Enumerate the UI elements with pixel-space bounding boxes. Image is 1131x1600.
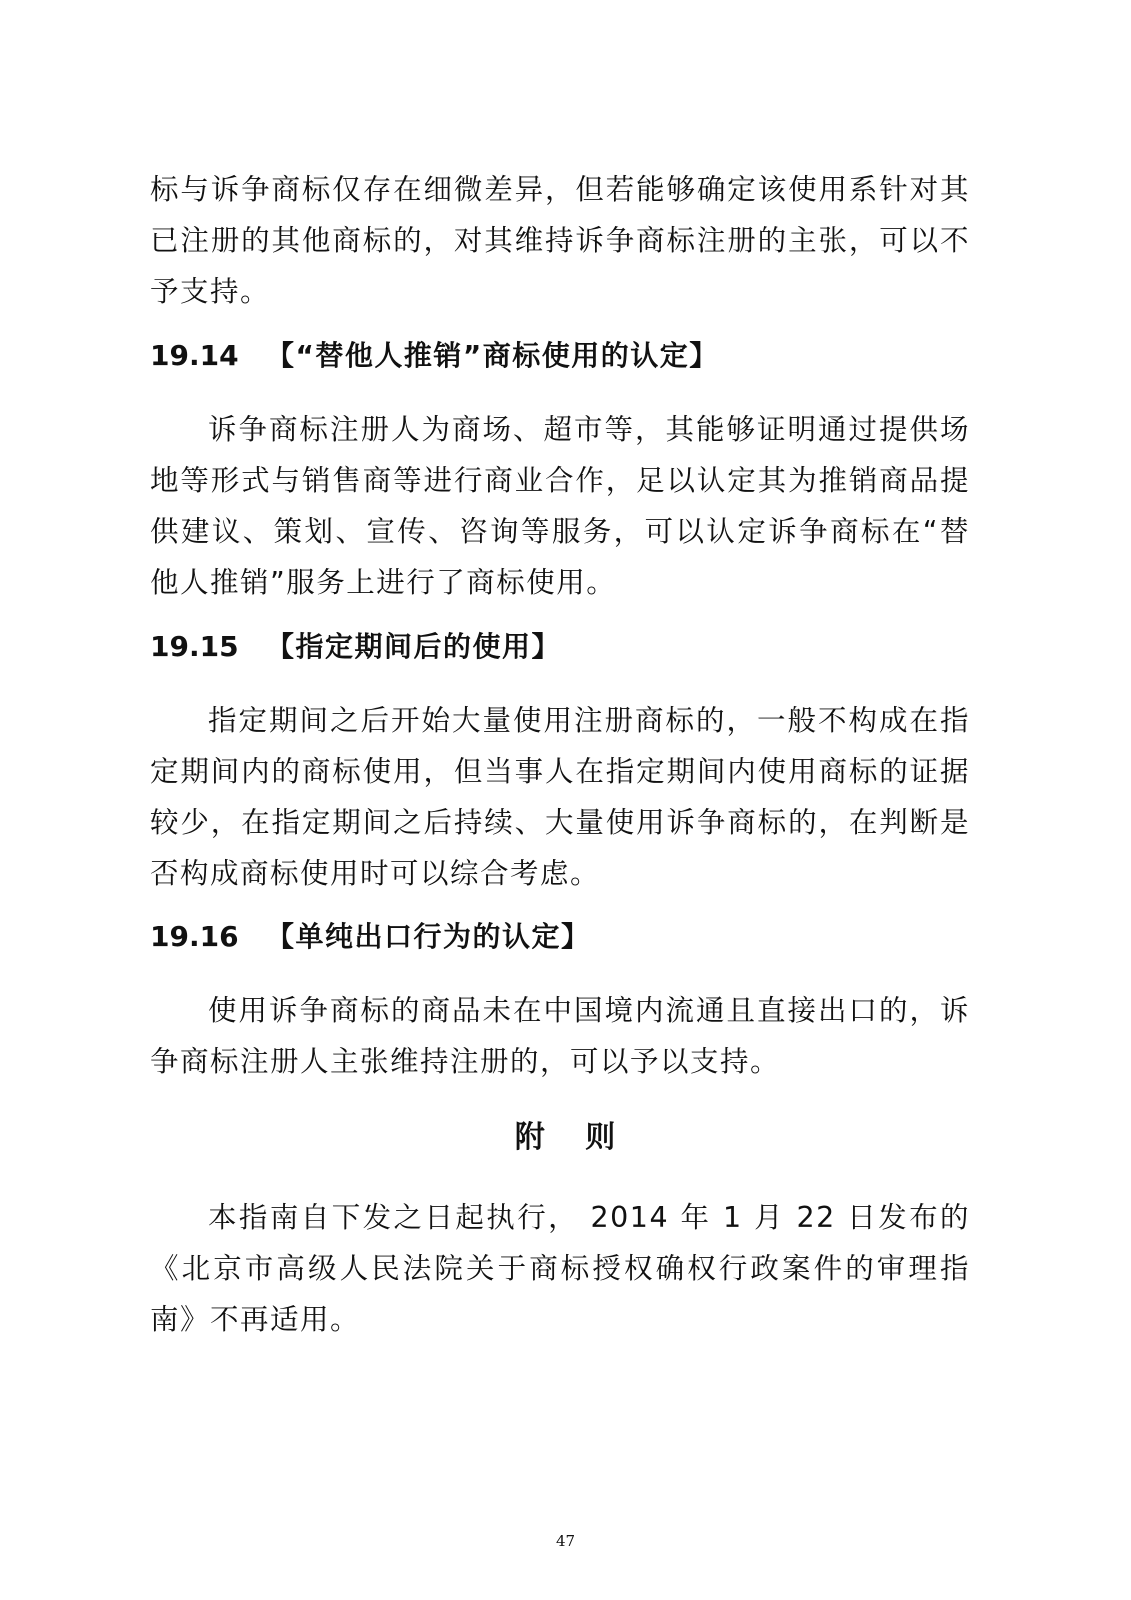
paragraph-19-15: 指定期间之后开始大量使用注册商标的，一般不构成在指定期间内的商标使用，但当事人在指定期间内使用商标的证据较少，在指定期间之后持续、大量使用诉争商标的，在判断是否构成商标使用时可以综合考虑。 <box>150 704 970 890</box>
section-number: 19.16 <box>150 920 239 953</box>
section-number: 19.15 <box>150 630 239 663</box>
section-title: 【单纯出口行为的认定】 <box>266 920 591 953</box>
paragraph-appendix: 本指南自下发之日起执行， 2014 年 1 月 22 日发布的《北京市高级人民法院关于商标授权确权行政案件的审理指南》不再适用。 <box>150 1201 970 1336</box>
paragraph-19-14: 诉争商标注册人为商场、超市等，其能够证明通过提供场地等形式与销售商等进行商业合作，足以认定其为推销商品提供建议、策划、宣传、咨询等服务，可以认定诉争商标在“替他人推销”服务上进行了商标使用。 <box>150 413 970 599</box>
section-heading-19-15 <box>150 627 561 667</box>
section-heading-19-16 <box>150 917 591 957</box>
appendix-title: 附 则 <box>514 1120 617 1155</box>
section-heading-19-14 <box>150 336 719 376</box>
paragraph-19-16: 使用诉争商标的商品未在中国境内流通且直接出口的，诉争商标注册人主张维持注册的，可以予以支持。 <box>150 994 970 1078</box>
section-number: 19.14 <box>150 339 239 372</box>
section-title: 【指定期间后的使用】 <box>266 630 562 663</box>
section-title: 【“替他人推销”商标使用的认定】 <box>266 339 719 372</box>
paragraph-continuation: 标与诉争商标仅存在细微差异，但若能够确定该使用系针对其已注册的其他商标的，对其维持诉争商标注册的主张，可以不予支持。 <box>150 173 970 308</box>
page-number: 47 <box>555 1532 576 1550</box>
